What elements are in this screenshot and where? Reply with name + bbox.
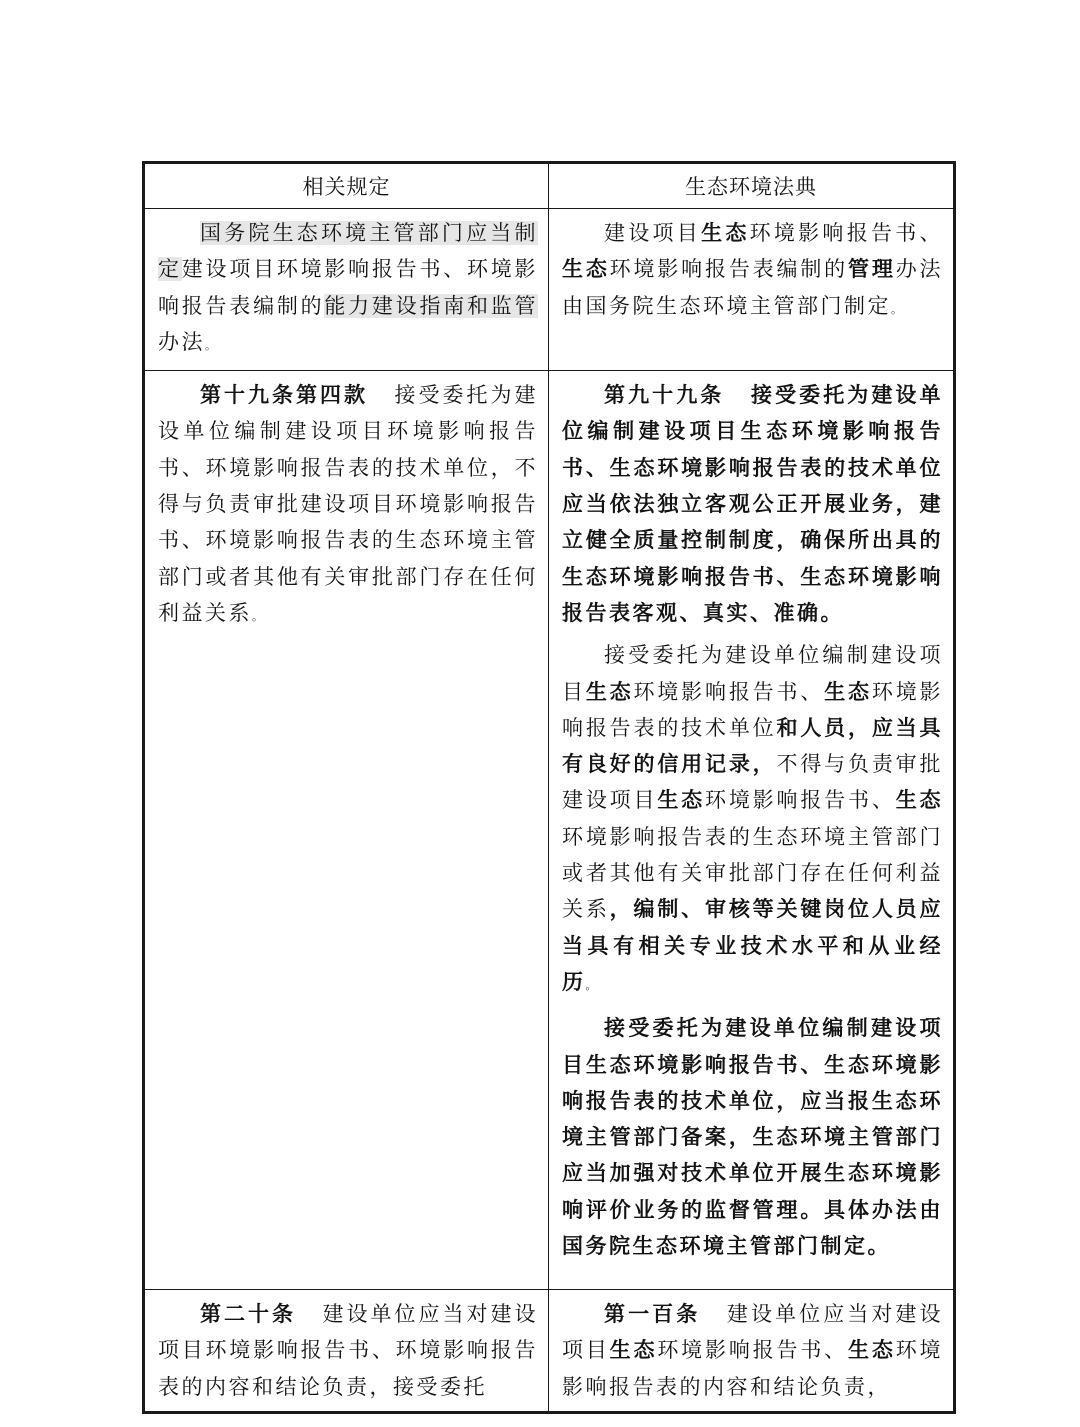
header-row bbox=[144, 163, 955, 209]
bold-text: 生态 bbox=[895, 788, 944, 813]
highlight-text: 国务院生态环境主管部门应当制定 bbox=[158, 221, 538, 282]
text-span: 建设项目环境影响报告书、环境影响报告表编制的 bbox=[158, 257, 539, 318]
table-row bbox=[144, 371, 955, 1290]
bold-text: 生态 bbox=[848, 1338, 896, 1363]
article-title: 第九十九条 bbox=[604, 383, 725, 408]
text-span: 办法由国务院生态环境主管部门制定 bbox=[562, 257, 944, 318]
paragraph bbox=[549, 1290, 953, 1411]
bold-text: 和人员，应当具有良好的信用记录， bbox=[562, 715, 943, 777]
bold-text: 生态 bbox=[657, 788, 706, 813]
text-span: 环境影响报告书、 bbox=[633, 679, 825, 704]
text-span: 环境影响报告表的内容和结论负责， bbox=[562, 1338, 944, 1399]
text-span: 环境影响报告书、 bbox=[749, 221, 944, 245]
cell-right bbox=[549, 209, 955, 371]
text-span: 环境影响报告表编制的 bbox=[609, 257, 849, 282]
article-title: 第一百条 bbox=[604, 1302, 701, 1327]
article-title: 第二十条 bbox=[200, 1302, 296, 1327]
text-span: 建设单位应当对建设项目 bbox=[562, 1302, 944, 1363]
text-span: 建设项目 bbox=[604, 221, 702, 245]
bold-text: 生态 bbox=[585, 679, 634, 704]
table-row bbox=[144, 209, 955, 371]
text-span: 环境影响报告书、 bbox=[705, 788, 896, 813]
end-mark: 。 bbox=[205, 338, 216, 352]
text-span: 环境影响报告表的生态环境主管部门或者其他有关审批部门存在任何利益关系 bbox=[562, 824, 943, 922]
text-span: 不得与负责审批建设项目 bbox=[562, 752, 943, 813]
text-span: 接受委托为建设单位编制建设项目 bbox=[562, 643, 943, 704]
text-span: 环境影响报告表的技术单位 bbox=[562, 679, 944, 740]
cell-right bbox=[549, 1290, 955, 1413]
end-mark: 。 bbox=[585, 978, 597, 992]
cell-right bbox=[549, 371, 955, 1290]
bold-text: ，编制、审核等关键岗位人员应当具有相关专业技术水平和从业经历 bbox=[562, 897, 944, 994]
bold-text: 生态 bbox=[824, 679, 872, 704]
bold-text: 生态 bbox=[609, 1338, 658, 1363]
text-span: 接受委托为建设单位编制建设项目生态环境影响报告书、生态环境影响报告表的技术单位，应当报生态环境主管部门备案，生态环境主管部门应当加强对技术单位开展生态环境影响评价业务的监督管理。具体办法由国务院生态环境主管部门制定。 bbox=[562, 1016, 943, 1259]
text-span: 环境影响报告书、 bbox=[657, 1338, 849, 1363]
bold-text: 生态 bbox=[701, 221, 750, 245]
article-title: 第十九条第四款 bbox=[200, 383, 368, 408]
header-related-provisions: 相关规定 bbox=[144, 163, 549, 209]
text-span: 建设单位应当对建设项目环境影响报告书、环境影响报告表的内容和结论负责，接受委托 bbox=[158, 1302, 538, 1399]
text-span: 接受委托为建设单位编制建设项目环境影响报告书、环境影响报告表的技术单位，不得与负责审批建设项目环境影响报告书、环境影响报告表的生态环境主管部门或者其他有关审批部门存在任何利益关系 bbox=[158, 383, 538, 625]
comparison-table bbox=[142, 161, 956, 1414]
paragraph bbox=[549, 209, 953, 334]
cell-left bbox=[144, 371, 549, 1290]
paragraph bbox=[549, 637, 953, 1010]
text-span: 办法 bbox=[158, 329, 205, 354]
paragraph bbox=[549, 1010, 953, 1270]
cell-left bbox=[144, 1290, 549, 1413]
table-row bbox=[144, 1290, 955, 1413]
bold-text: 管理 bbox=[848, 257, 896, 282]
end-mark: 。 bbox=[252, 609, 263, 623]
text-span: 接受委托为建设单位编制建设项目生态环境影响报告书、生态环境影响报告表的技术单位应当依法独立客观公正开展业务，建立健全质量控制制度，确保所出具的生态环境影响报告书、生态环境影响报告表客观、真实、准确。 bbox=[562, 383, 944, 625]
bold-text: 生态 bbox=[562, 257, 610, 282]
header-eco-code: 生态环境法典 bbox=[549, 163, 955, 209]
paragraph bbox=[145, 371, 548, 641]
cell-left bbox=[144, 209, 549, 371]
end-mark: 。 bbox=[891, 302, 902, 316]
paragraph bbox=[549, 371, 953, 637]
highlight-text: 能力建设指南和监管 bbox=[324, 293, 539, 318]
paragraph bbox=[145, 1290, 548, 1411]
paragraph bbox=[145, 209, 548, 370]
